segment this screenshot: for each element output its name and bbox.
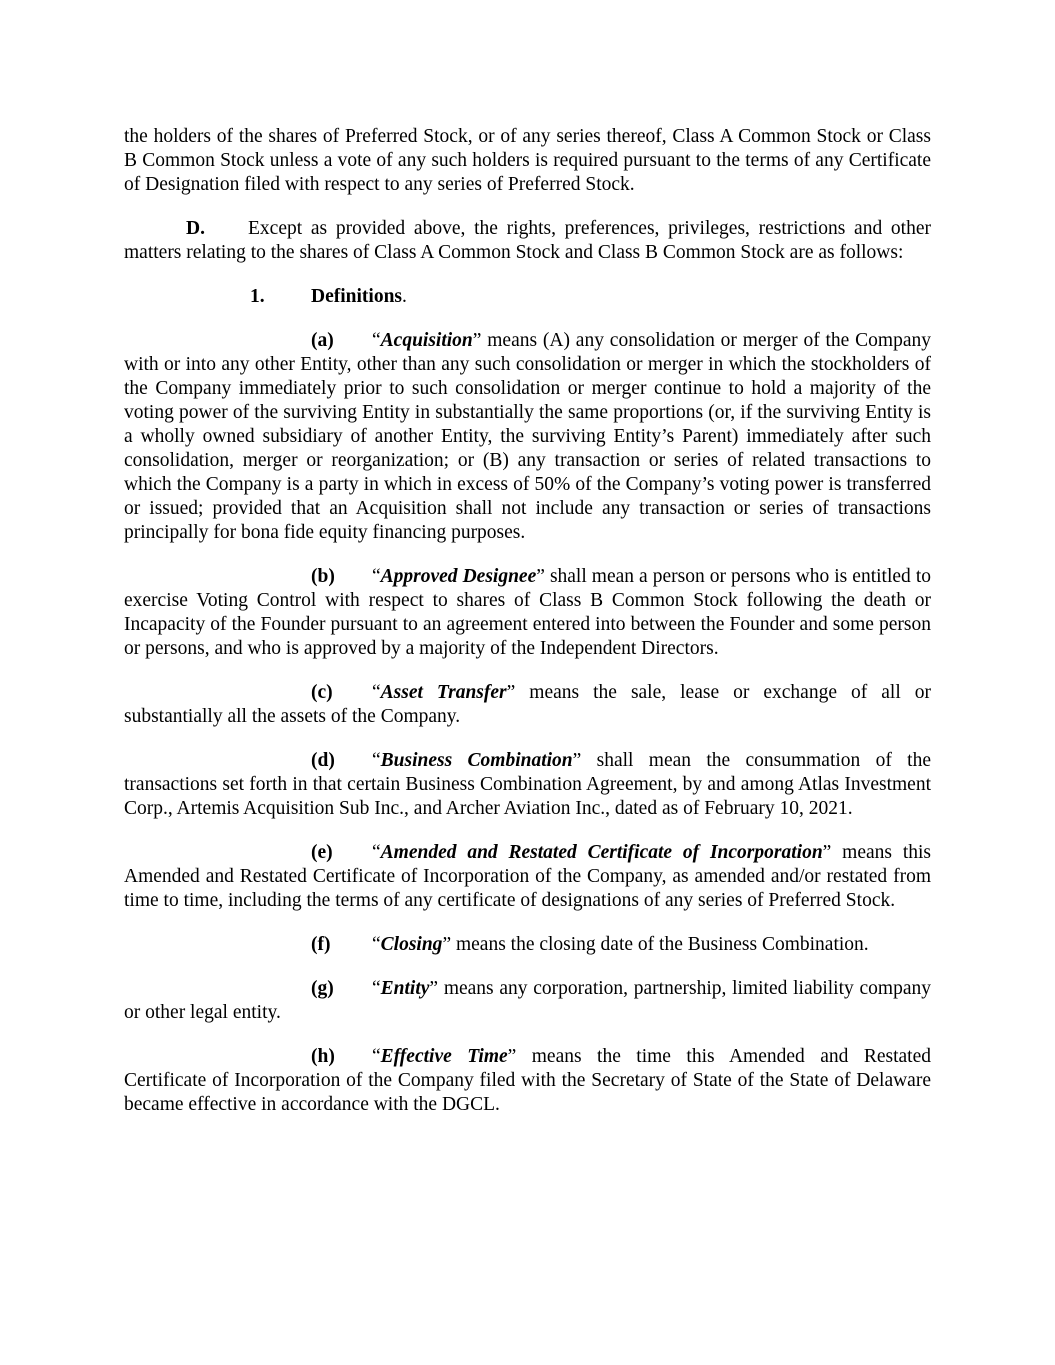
definition-text: means any corporation, partnership, limited liability company or other legal entity. (124, 978, 931, 1023)
definition-term: Closing (380, 934, 443, 955)
definition-text: means the closing date of the Business Combination. (451, 934, 869, 955)
definition-term: Asset Transfer (380, 682, 507, 703)
definition-g: (g) “Entity” means any corporation, partnership, limited liability company or other legal entity. (124, 978, 931, 1023)
section-d-text: Except as provided above, the rights, preferences, privileges, restrictions and other matters relating to the shares of Class A Common Stock and Class B Common Stock are as follows: (124, 218, 931, 263)
definition-term: Acquisition (380, 330, 473, 351)
definition-term: Business Combination (380, 750, 573, 771)
definition-mark: (g) (311, 978, 334, 999)
definition-term: Amended and Restated Certificate of Incorporation (380, 842, 823, 863)
definition-mark: (a) (311, 330, 334, 351)
definition-d: (d) “Business Combination” shall mean the consummation of the transactions set forth in that certain Business Combination Agreement, by and among Atlas Investment Corp., Artemis Acquisition Sub Inc., and Archer Aviation Inc., dated as of February 10, 2021. (124, 750, 932, 819)
definition-term: Effective Time (380, 1046, 508, 1067)
intro-continuation-paragraph: the holders of the shares of Preferred Stock, or of any series thereof, Class A Common Stock or Class B Common Stock unless a vote of any such holders is required pursuant to the terms of any Certificate of Designation filed with respect to any series of Preferred Stock. (124, 126, 931, 195)
section-d-paragraph (124, 217, 931, 265)
section-d-mark: D. (186, 218, 205, 239)
definition-a: (a) “Acquisition” means (A) any consolidation or merger of the Company with or into any other Entity, other than any such consolidation or merger in which the stockholders of the Company immediately prior to such consolidation or merger continue to hold a majority of the voting power of the surviving Entity in substantially the same proportions (or, if the surviving Entity is a wholly owned subsidiary of another Entity, the surviving Entity’s Parent) immediately after such consolidation, merger or reorganization; or (B) any transaction or series of related transactions to which the Company is a party in which in excess of 50% of the Company’s voting power is transferred or issued; provided that an Acquisition shall not include any transaction or series of transactions principally for bona fide equity financing purposes. (124, 330, 931, 543)
definition-h: (h) “Effective Time” means the time this Amended and Restated Certificate of Incorporation of the Company filed with the Secretary of State of the State of Delaware became effective in accordance with the DGCL. (124, 1046, 931, 1115)
definition-mark: (c) (311, 682, 333, 703)
heading-number: 1. (250, 286, 265, 307)
definition-mark: (e) (311, 842, 333, 863)
definition-text: means this Amended and Restated Certificate of Incorporation of the Company, as amended and/or restated from time to time, including the terms of any certificate of designations of any series of Preferred Stock. (124, 842, 931, 911)
definition-mark: (h) (311, 1046, 335, 1067)
definition-b: (b) “Approved Designee” shall mean a person or persons who is entitled to exercise Voting Control with respect to shares of Class B Common Stock following the death or Incapacity of the Founder pursuant to an agreement entered into between the Founder and some person or persons, and who is approved by a majority of the Independent Directors. (124, 566, 931, 659)
document-page (124, 125, 931, 1137)
definition-term: Entity (380, 978, 430, 999)
definition-text: means (A) any consolidation or merger of the Company with or into any other Entity, other than any such consolidation or merger in which the stockholders of the Company immediately prior to such consolidation or merger continue to hold a majority of the voting power of the surviving Entity in substantially the same proportions (or, if the surviving Entity is a wholly owned subsidiary of another Entity, the surviving Entity’s Parent) immediately after such consolidation, merger or reorganization; or (B) any transaction or series of related transactions to which the Company is a party in which in excess of 50% of the Company’s voting power is transferred or issued; provided that an Acquisition shall not include any transaction or series of transactions principally for bona fide equity financing purposes. (124, 330, 931, 543)
section-heading-definitions (124, 285, 931, 309)
definition-text: means the sale, lease or exchange of all or substantially all the assets of the Company. (124, 682, 931, 727)
heading-suffix: . (402, 286, 407, 307)
definition-text: means the time this Amended and Restated Certificate of Incorporation of the Company filed with the Secretary of State of the State of Delaware became effective in accordance with the DGCL. (124, 1046, 931, 1115)
definition-f: (f) “Closing” means the closing date of the Business Combination. (311, 934, 869, 955)
definition-text: shall mean a person or persons who is entitled to exercise Voting Control with respect to shares of Class B Common Stock following the death or Incapacity of the Founder pursuant to an agreement entered into between the Founder and some person or persons, and who is approved by a majority of the Independent Directors. (124, 566, 931, 659)
definition-e: (e) “Amended and Restated Certificate of Incorporation” means this Amended and Restated Certificate of Incorporation of the Company, as amended and/or restated from time to time, including the terms of any certificate of designations of any series of Preferred Stock. (124, 842, 931, 911)
definition-term: Approved Designee (380, 566, 537, 587)
definition-mark: (f) (311, 934, 331, 955)
definition-mark: (d) (311, 750, 335, 771)
heading-title: Definitions (311, 286, 403, 307)
definition-c: (c) “Asset Transfer” means the sale, lease or exchange of all or substantially all the assets of the Company. (124, 682, 931, 727)
definition-mark: (b) (311, 566, 335, 587)
definition-text: shall mean the consummation of the transactions set forth in that certain Business Combination Agreement, by and among Atlas Investment Corp., Artemis Acquisition Sub Inc., and Archer Aviation Inc., dated as of February 10, 2021. (124, 750, 932, 819)
